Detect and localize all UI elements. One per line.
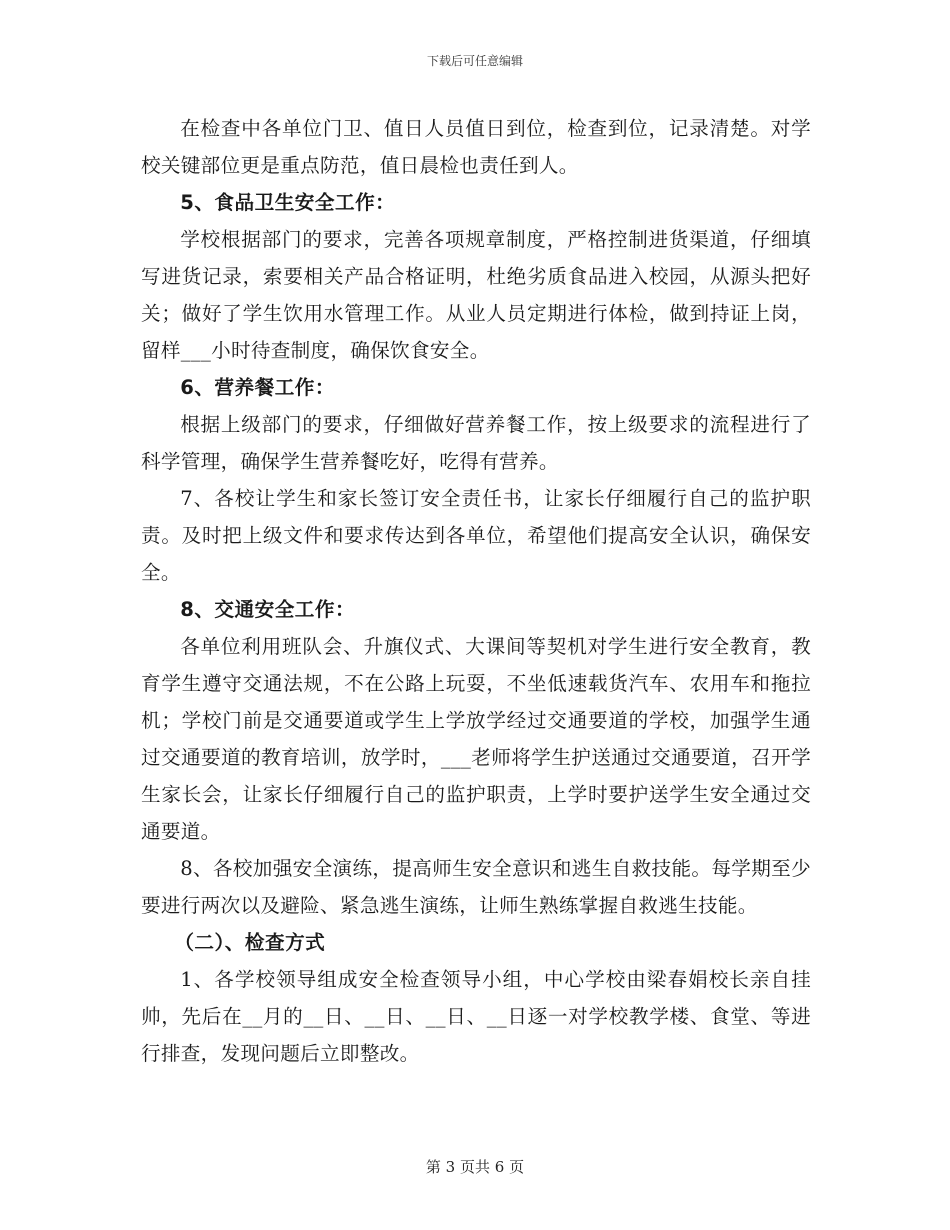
paragraph-nutrition-meal: 根据上级部门的要求，仔细做好营养餐工作，按上级要求的流程进行了科学管理，确保学生营养餐吃好，吃得有营养。 bbox=[141, 413, 811, 473]
paragraph-safety-responsibility: 7、各校让学生和家长签订安全责任书，让家长仔细履行自己的监护职责。及时把上级文件和要求传达到各单位，希望他们提高安全认识，确保安全。 bbox=[141, 487, 811, 584]
page-number: 第 3 页共 6 页 bbox=[425, 1158, 525, 1176]
heading-nutrition-meal: 6、营养餐工作： bbox=[180, 376, 335, 399]
document-body bbox=[141, 110, 811, 1072]
heading-inspection-method: （二）、检查方式 bbox=[174, 931, 326, 954]
page-header: 下载后可任意编辑 bbox=[426, 54, 523, 68]
heading-traffic-safety: 8、交通安全工作： bbox=[180, 598, 356, 621]
paragraph-traffic-safety: 各单位利用班队会、升旗仪式、大课间等契机对学生进行安全教育，教育学生遵守交通法规，不在公路上玩耍，不坐低速载货汽车、农用车和拖拉机；学校门前是交通要道或学生上学放学经过交通要道的学校，加强学生通过交通要道的教育培训，放学时，___老师将学生护送通过交通要道，召开学生家长会，让家长仔细履行自己的监护职责，上学时要护送学生安全通过交通要道。 bbox=[141, 635, 811, 843]
heading-food-safety: 5、食品卫生安全工作： bbox=[180, 191, 396, 214]
paragraph-safety-drill: 8、各校加强安全演练，提高师生安全意识和逃生自救技能。每学期至少要进行两次以及避险、紧急逃生演练，让师生熟练掌握自救逃生技能。 bbox=[141, 857, 811, 917]
paragraph-inspection-method-1: 1、各学校领导组成安全检查领导小组，中心学校由梁春娟校长亲自挂帅，先后在__月的__日、__日、__日、__日逐一对学校教学楼、食堂、等进行排查，发现问题后立即整改。 bbox=[141, 968, 811, 1065]
paragraph-food-safety: 学校根据部门的要求，完善各项规章制度，严格控制进货渠道，仔细填写进货记录，索要相关产品合格证明，杜绝劣质食品进入校园，从源头把好关；做好了学生饮用水管理工作。从业人员定期进行体检，做到持证上岗，留样___小时待查制度，确保饮食安全。 bbox=[141, 228, 811, 362]
paragraph-inspection-duty: 在检查中各单位门卫、值日人员值日到位，检查到位，记录清楚。对学校关键部位更是重点防范，值日晨检也责任到人。 bbox=[141, 117, 811, 177]
